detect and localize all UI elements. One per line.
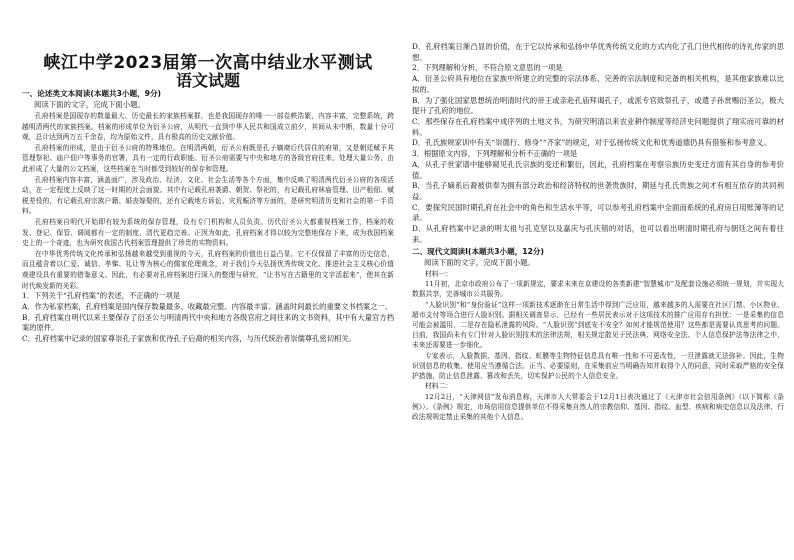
question-2-stem: 2．下列理解和分析，不符合原文意思的一项是 — [412, 63, 563, 73]
passage-paragraph: 孔府档案的形成，是由于衍圣公府的特殊地位。在明清两朝，衍圣公府既是孔子嫡裔后代居住的府第，又是朝廷赋予其管理祭祀、庙户佃户等事务的官署，具有一定的行政职能。衍圣公府需要与中央和地方的各级官府往来，处理大量公务，由此形成了大量的公文档案，这些档案在当时都受到较好的保存和管理。 — [22, 143, 394, 173]
question-1-option-c: C．孔府档案中记录的国家尊崇孔子家族和优待孔子后裔的相关内容，与历代统治者崇儒尊孔密切相关。 — [22, 334, 356, 344]
question-2-option-d: D．孔氏族规家训中有关“崇德行、修身”“齐家”的规定，对于弘扬传统文化和优秀道德仍具有借鉴和参考意义。 — [412, 138, 771, 148]
material-2-label: 材料二： — [425, 382, 453, 391]
section-intro-2: 阅读下面的文字，完成下面小题。 — [424, 257, 535, 267]
question-2-option-c: C．那些保存在孔府档案中成序列的土地文书，为研究明清以来农业耕作制度等经济史问题提供了翔实而可靠的材料。 — [412, 117, 784, 137]
passage-paragraph: 孔府档案自明代开始即有较为系统的保存管理，设有专门机构和人员负责。历代衍圣公大都重视档案工作，档案的收发、登记、保管、调阅都有一定的制度，清代更趋完善。正因为如此，孔府档案才得以较为完整地保存下来，成为我国档案史上的一个奇迹，也为研究我国古代档案管理提供了珍贵的实物资料。 — [22, 217, 394, 248]
material-1-paragraph: “人脸识别”和“身份验证”这样一项新技术逐渐在日常生活中得到广泛应用，越来越多的人需要在社区门禁、小区物业、超市支付等场合进行人脸识别。据相关调查显示，已经有一些居民表示对于这项技术的推广应用存有担忧：一是采集的信息可能会被滥用，二是存在隐私泄露的风险。“人脸识别”到底安不安全？如何才能规范使用？这些都是需要认真思考的问题。目前，我国尚未有专门针对人脸识别技术的法律法规，相关规定散见于民法典、网络安全法、个人信息保护法等法律之中，未来还需要进一步细化。 — [412, 300, 784, 350]
passage-paragraph: 孔府档案内容丰富，涵盖面广，涉及政治、经济、文化、社会生活等各个方面，集中反映了明清两代衍圣公府的各项活动，在一定程度上反映了这一时期的社会面貌。其中有记载孔府袭爵、朝贺、祭祀的，有记载孔府林庙管理、田产租佃、赋税差役的，有记载孔府宗族户籍、婚丧嫁娶的，还有记载地方诉讼、灾荒赈济等方面的，是研究明清历史和社会的第一手资料。 — [22, 175, 394, 216]
exam-subtitle: 语文试题 — [175, 71, 240, 90]
section-intro-1: 阅读下面的文字，完成下面小题。 — [34, 100, 145, 109]
passage-paragraph: 在中华优秀传统文化传承和弘扬越来越受到重视的今天，孔府档案的价值也日益凸显。它不仅保留了丰富的历史信息，而且蕴含着以仁爱、诚信、孝悌、礼让等为核心的儒家伦理观念，对于我们今天弘扬优秀传统文化、推进社会主义核心价值观建设具有重要的借鉴意义。因此，有必要对孔府档案进行深入的整理与研究，“让书写在古籍里的文字活起来”，使其在新时代焕发新的光彩。 — [22, 249, 394, 290]
question-3-option-b: B．当孔子嫡系后裔被供奉为拥有部分政治和经济特权的世袭贵族时，期延与孔氏贵族之间才有相互依存的共同利益。 — [412, 181, 784, 202]
question-3-option-d: D．从孔府档案中记录的明太祖与孔克坚以及嘉庆与孔庆镕的对话，也可以看出明清时期孔府与朝廷之间有着往来。 — [412, 224, 784, 244]
question-2-option-b: B．为了强化国家思想统治明清时代的帝王或亲赴孔庙拜谒孔子，或派专官致祭孔子，或遣子孙赏赐衍圣公，极大提升了孔府的地位。 — [412, 95, 784, 116]
material-1-paragraph: 11月初，北京市政府公布了一项新规定，要求未来在京建设的各类新建“智慧城市”及配套设施必须统一规划，并实现大数据共享，完善城市公共服务。 — [412, 280, 784, 299]
section-heading-2: 二、现代文阅读Ⅰ(本题共3小题，12分) — [412, 246, 544, 256]
question-3-option-c: C．要探究民国时期孔府在社会中的角色和生活水平等，可以参考孔府档案中全面而系统的孔府房日用账簿等的记录。 — [412, 202, 784, 223]
section-heading-1: 一、论述类文本阅读(本题共3小题，9分) — [22, 89, 162, 98]
exam-title: 峡江中学2023届第一次高中结业水平测试 — [43, 53, 373, 73]
question-2-option-a: A．衍圣公府具有地位在家族中所建立的完整的宗法体系、完善的宗法制度和完备的相关机构，是其他家族难以比拟的。 — [412, 74, 784, 94]
passage-paragraph: 孔府档案是国现存的数量最大、历史最长的家族档案群，也是我国现存的唯一一部卷帙浩繁，内容丰富，完整系统，跨越明清两代的家族档案。档案的形成单位为衍圣公府，从明代一直到中华人民共和国成立前夕，其间从未中断，数量十分可观，总计达到两万五千余卷，均为原始文件，具有极高的历史文献价值。 — [22, 112, 394, 142]
left-body — [22, 88, 394, 345]
question-1-option-a: A．作为私家档案，孔府档案是国内保存数量最多、收藏最完整、内容最丰富、涵盖时间最长的重要文书档案之一。 — [22, 301, 393, 311]
question-1-option-b: B．孔府档案自明代以来主要保存了衍圣公与明清两代中央和地方各级官府之间往来的文书资料，其中有大量官方档案的原件。 — [22, 312, 394, 333]
question-1-stem: 1．下列关于“孔府档案”的表述，不正确的一项是 — [22, 291, 181, 301]
material-2-paragraph: 12月2日，“天津网信”发布消息称，天津市人大常委会于12月1日表决通过了《天津市社会信用条例》（以下简称《条例》）。《条例》规定，市场信用信息提供单位不得采集自然人的宗教信仰、基因、指纹、血型、疾病和病史信息以及法律、行政法规规定禁止采集的其他个人信息。 — [412, 392, 784, 422]
right-body — [412, 42, 784, 422]
question-1-option-d: D．孔府档案日渐凸显的价值，在于它以传承和弘扬中华优秀传统文化的方式内化了孔门世代相传的诗礼传家的思想。 — [412, 42, 784, 62]
question-3-stem: 3．根据原文内容，下列理解和分析不正确的一项是 — [412, 149, 578, 159]
material-1-label: 材料一： — [425, 269, 453, 278]
material-1-paragraph: 专家表示，人脸数据、基因、指纹、虹膜等生物特征信息具有唯一性和不可更改性，一旦泄露就无法弥补。因此，生物识别信息的收集、使用应当遵循合法、正当、必要原则，在采集前应当明确告知并取得个人的同意，同时采取严格的安全保护措施，防止信息泄露、篡改和丢失，切实保护公民的个人信息安全。 — [412, 351, 784, 380]
question-3-option-a: A．从孔子世家谱中能够窥见孔氏宗族的变迁和繁衍，因此，孔府档案在考察宗族历史变迁方面有其自身的参考价值。 — [412, 159, 784, 180]
